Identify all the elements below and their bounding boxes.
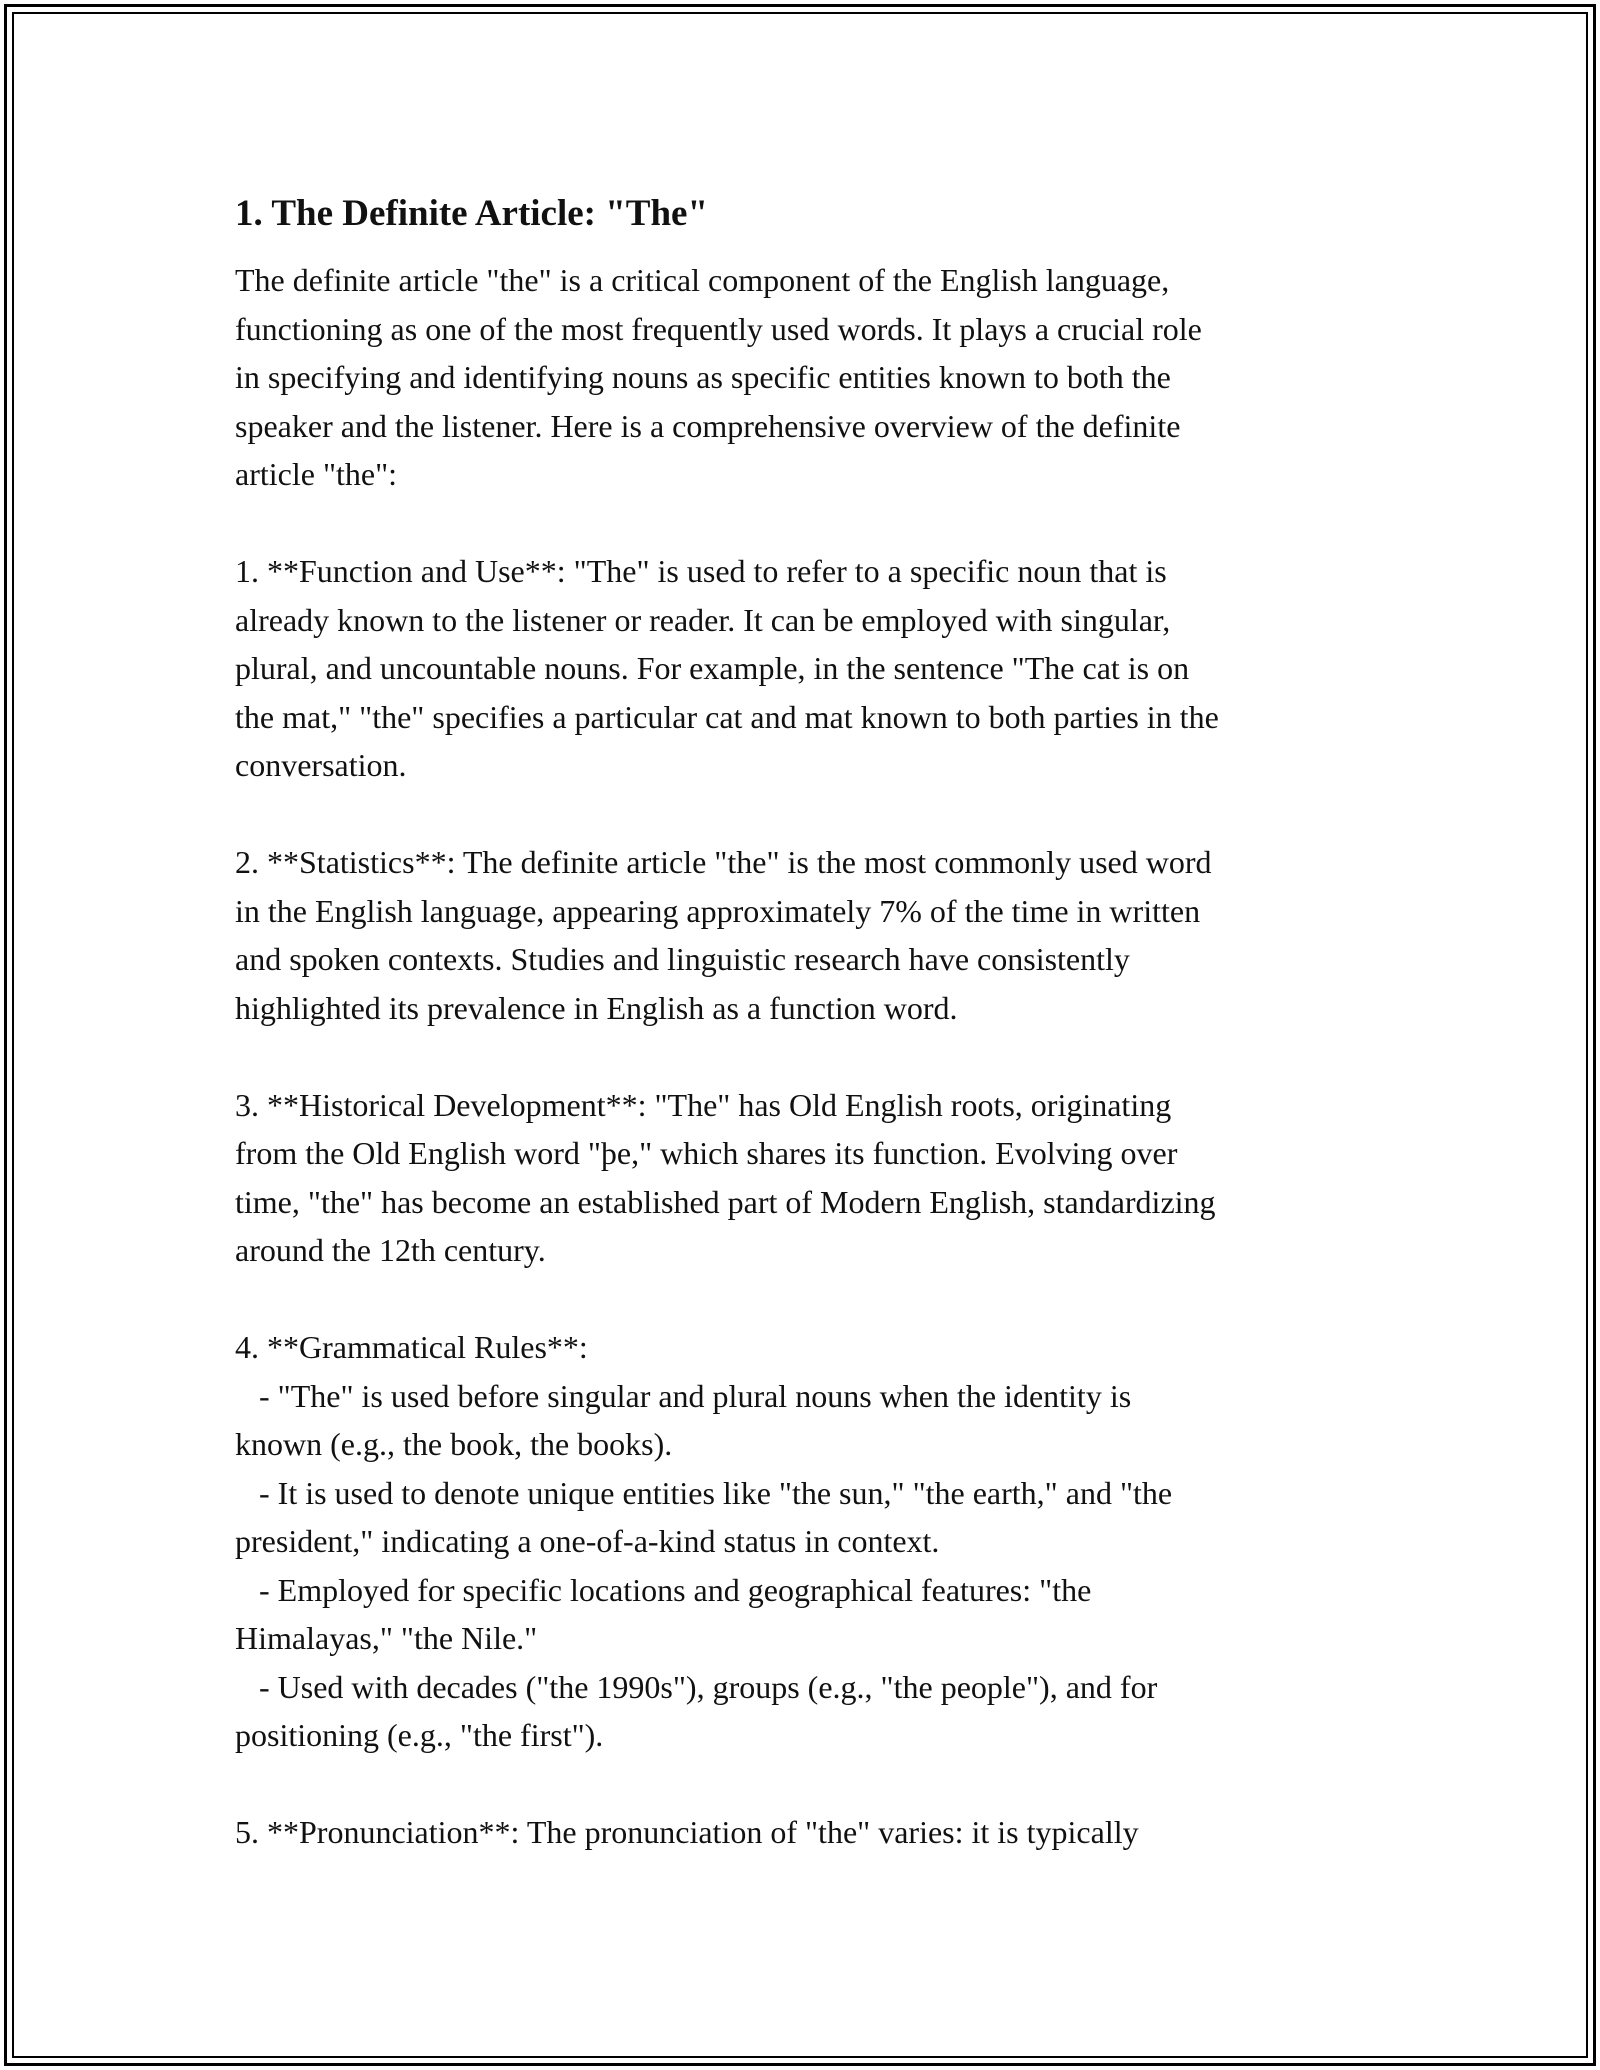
section-body-text: The definite article "the" is a critical component of the English language, functioning as one of the most frequently used words. It plays a crucial role in specifying and identifying nouns as specific entities known to both the speaker and the listener. Here is a comprehensive overview of the definite article "the": 1. **Function and Use**: "The" is used to refer to a specific noun that is already known to the listener or reader. It can be employed with singular, plural, and uncountable nouns. For example, in the sentence "The cat is on the mat," "the" specifies a particular cat and mat known to both parties in the conversation. 2. **Statistics**: The definite article "the" is the most commonly used word in the English language, appearing approximately 7% of the time in written and spoken contexts. Studies and linguistic research have consistently highlighted its prevalence in English as a function word. 3. **Historical Development**: "The" has Old English roots, originating from the Old English word "þe," which shares its function. Evolving over time, "the" has become an established part of Modern English, standardizing around the 12th century. 4. **Grammatical Rules**: - "The" is used before singular and plural nouns when the identity is known (e.g., the book, the books). - It is used to denote unique entities like "the sun," "the earth," and "the president," indicating a one-of-a-kind status in context. - Employed for specific locations and geographical features: "the Himalayas," "the Nile." - Used with decades ("the 1990s"), groups (e.g., "the people"), and for positioning (e.g., "the first"). 5. **Pronunciation**: The pronunciation of "the" varies: it is typically xyxy=(235,262,1219,1850)
section-heading: 1. The Definite Article: "The" xyxy=(235,193,709,234)
document-content xyxy=(235,188,1375,1857)
